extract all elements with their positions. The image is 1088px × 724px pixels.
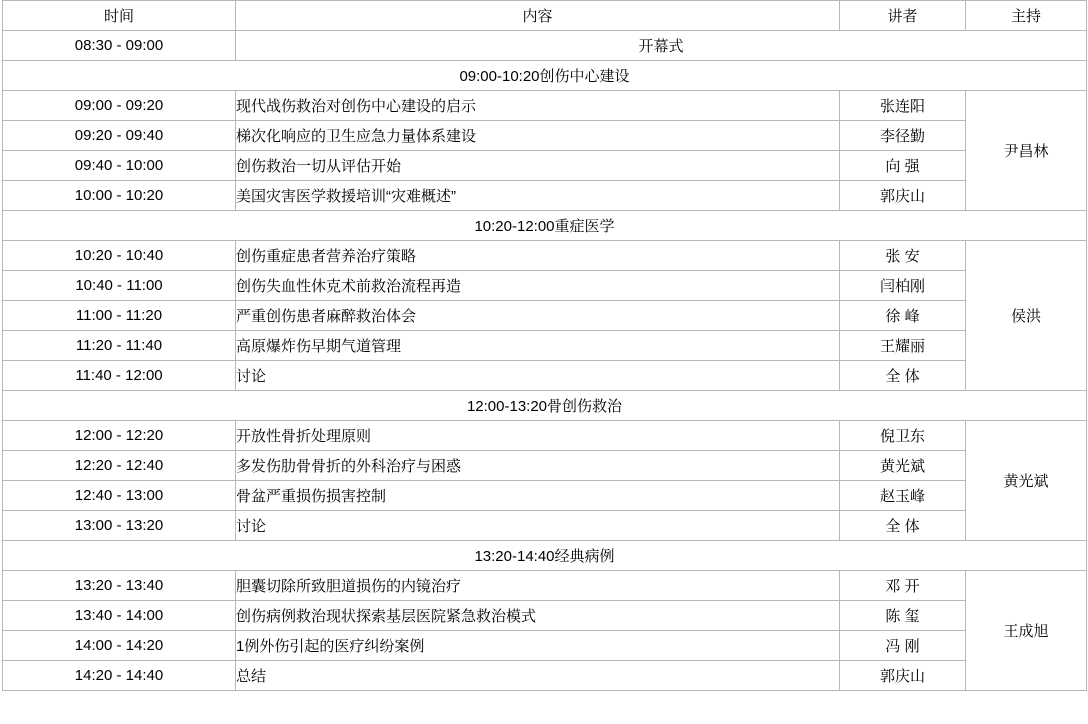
session-content: 美国灾害医学救援培训“灾难概述” [236,181,840,211]
session-content: 高原爆炸伤早期气道管理 [236,331,840,361]
session-time: 10:20 - 10:40 [3,241,236,271]
table-row [3,451,1087,481]
session-speaker: 冯 刚 [840,631,966,661]
session-speaker: 赵玉峰 [840,481,966,511]
session-speaker: 徐 峰 [840,301,966,331]
session-time: 13:20 - 13:40 [3,571,236,601]
session-speaker: 全 体 [840,361,966,391]
table-row [3,301,1087,331]
section-header-row [3,391,1087,421]
session-content: 多发伤肋骨骨折的外科治疗与困惑 [236,451,840,481]
section-title: 09:00-10:20创伤中心建设 [3,61,1087,91]
section-header-row [3,61,1087,91]
session-time: 09:00 - 09:20 [3,91,236,121]
table-row [3,601,1087,631]
conference-schedule-table [2,0,1087,691]
session-time: 14:20 - 14:40 [3,661,236,691]
column-header-time: 时间 [3,1,236,31]
session-speaker: 全 体 [840,511,966,541]
section-title: 12:00-13:20骨创伤救治 [3,391,1087,421]
session-content: 梯次化响应的卫生应急力量体系建设 [236,121,840,151]
table-row [3,151,1087,181]
session-content: 胆囊切除所致胆道损伤的内镜治疗 [236,571,840,601]
session-content: 现代战伤救治对创伤中心建设的启示 [236,91,840,121]
session-speaker: 向 强 [840,151,966,181]
session-content: 创伤失血性休克术前救治流程再造 [236,271,840,301]
session-speaker: 陈 玺 [840,601,966,631]
session-content: 创伤重症患者营养治疗策略 [236,241,840,271]
table-row [3,511,1087,541]
table-row [3,661,1087,691]
session-time: 12:40 - 13:00 [3,481,236,511]
session-time: 10:40 - 11:00 [3,271,236,301]
session-content: 骨盆严重损伤损害控制 [236,481,840,511]
session-time: 09:20 - 09:40 [3,121,236,151]
table-row [3,331,1087,361]
table-row [3,571,1087,601]
table-body [3,31,1087,691]
column-header-host: 主持 [966,1,1087,31]
column-header-speaker: 讲者 [840,1,966,31]
session-time: 13:00 - 13:20 [3,511,236,541]
session-speaker: 郭庆山 [840,661,966,691]
table-row [3,241,1087,271]
session-time: 11:40 - 12:00 [3,361,236,391]
table-row [3,361,1087,391]
session-content: 讨论 [236,511,840,541]
column-header-content: 内容 [236,1,840,31]
session-speaker: 王耀丽 [840,331,966,361]
section-title: 13:20-14:40经典病例 [3,541,1087,571]
session-time: 14:00 - 14:20 [3,631,236,661]
session-time: 13:40 - 14:00 [3,601,236,631]
section-title: 10:20-12:00重症医学 [3,211,1087,241]
session-time: 08:30 - 09:00 [3,31,236,61]
session-content: 严重创伤患者麻醉救治体会 [236,301,840,331]
session-time: 12:20 - 12:40 [3,451,236,481]
table-row [3,181,1087,211]
session-content: 总结 [236,661,840,691]
session-time: 09:40 - 10:00 [3,151,236,181]
session-speaker: 闫柏刚 [840,271,966,301]
table-row [3,631,1087,661]
session-content: 开放性骨折处理原则 [236,421,840,451]
session-speaker: 黄光斌 [840,451,966,481]
session-time: 11:00 - 11:20 [3,301,236,331]
session-content: 讨论 [236,361,840,391]
table-row [3,481,1087,511]
session-content: 创伤救治一切从评估开始 [236,151,840,181]
section-header-row [3,541,1087,571]
session-speaker: 倪卫东 [840,421,966,451]
table-header [3,1,1087,31]
session-content: 创伤病例救治现状探索基层医院紧急救治模式 [236,601,840,631]
table-header-row [3,1,1087,31]
session-time: 10:00 - 10:20 [3,181,236,211]
session-speaker: 郭庆山 [840,181,966,211]
session-host: 黄光斌 [966,421,1087,541]
session-content: 开幕式 [236,31,1087,61]
table-row [3,271,1087,301]
section-header-row [3,211,1087,241]
table-row [3,121,1087,151]
table-row [3,91,1087,121]
session-speaker: 张 安 [840,241,966,271]
session-speaker: 张连阳 [840,91,966,121]
session-host: 尹昌林 [966,91,1087,211]
session-host: 侯洪 [966,241,1087,391]
session-speaker: 李径勤 [840,121,966,151]
session-content: 1例外伤引起的医疗纠纷案例 [236,631,840,661]
session-speaker: 邓 开 [840,571,966,601]
session-host: 王成旭 [966,571,1087,691]
session-time: 11:20 - 11:40 [3,331,236,361]
table-row [3,421,1087,451]
session-time: 12:00 - 12:20 [3,421,236,451]
table-row [3,31,1087,61]
